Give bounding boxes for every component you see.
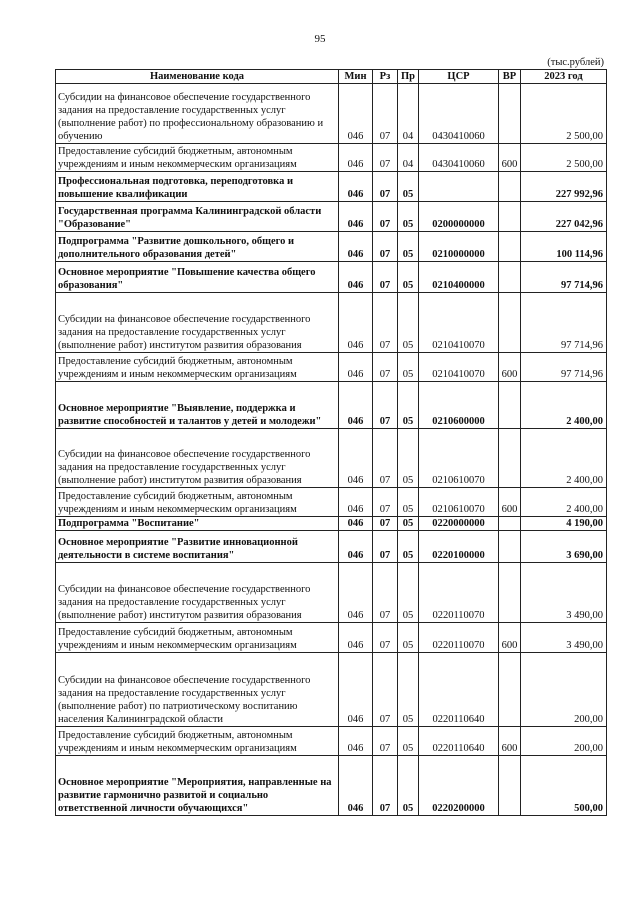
cell-vr bbox=[499, 517, 521, 531]
cell-name: Предоставление субсидий бюджетным, автономным учреждениям и иным некоммерческим организациям bbox=[56, 623, 339, 653]
cell-min: 046 bbox=[339, 488, 373, 517]
budget-table bbox=[55, 69, 607, 816]
cell-vr bbox=[499, 232, 521, 262]
cell-csr: 0220200000 bbox=[419, 756, 499, 816]
table-row bbox=[56, 293, 607, 353]
table-row bbox=[56, 653, 607, 727]
cell-min: 046 bbox=[339, 262, 373, 293]
header-csr: ЦСР bbox=[419, 70, 499, 84]
cell-name: Профессиональная подготовка, переподготовка и повышение квалификации bbox=[56, 172, 339, 202]
cell-name: Основное мероприятие "Выявление, поддержка и развитие способностей и талантов у детей и молодежи" bbox=[56, 382, 339, 429]
table-row bbox=[56, 429, 607, 488]
cell-name: Субсидии на финансовое обеспечение государственного задания на предоставление государственных услуг (выполнение работ) по патриотическому воспитанию населения Калининградской области bbox=[56, 653, 339, 727]
cell-rz: 07 bbox=[373, 727, 398, 756]
cell-min: 046 bbox=[339, 293, 373, 353]
cell-amount: 97 714,96 bbox=[521, 293, 607, 353]
cell-min: 046 bbox=[339, 144, 373, 172]
cell-rz: 07 bbox=[373, 756, 398, 816]
cell-vr bbox=[499, 84, 521, 144]
table-row bbox=[56, 488, 607, 517]
cell-amount: 200,00 bbox=[521, 727, 607, 756]
cell-pr: 04 bbox=[398, 144, 419, 172]
cell-min: 046 bbox=[339, 429, 373, 488]
cell-min: 046 bbox=[339, 756, 373, 816]
cell-pr: 05 bbox=[398, 353, 419, 382]
cell-vr: 600 bbox=[499, 488, 521, 517]
cell-rz: 07 bbox=[373, 429, 398, 488]
cell-pr: 05 bbox=[398, 653, 419, 727]
header-vr: ВР bbox=[499, 70, 521, 84]
cell-rz: 07 bbox=[373, 517, 398, 531]
cell-name: Государственная программа Калининградской области "Образование" bbox=[56, 202, 339, 232]
cell-rz: 07 bbox=[373, 232, 398, 262]
cell-pr: 05 bbox=[398, 488, 419, 517]
table-row bbox=[56, 202, 607, 232]
cell-csr: 0220110070 bbox=[419, 563, 499, 623]
cell-name: Основное мероприятие "Развитие инновационной деятельности в системе воспитания" bbox=[56, 531, 339, 563]
table-header-row bbox=[56, 70, 607, 84]
cell-rz: 07 bbox=[373, 563, 398, 623]
cell-vr: 600 bbox=[499, 623, 521, 653]
header-min: Мин bbox=[339, 70, 373, 84]
cell-csr: 0210410070 bbox=[419, 353, 499, 382]
cell-amount: 3 690,00 bbox=[521, 531, 607, 563]
cell-pr: 05 bbox=[398, 429, 419, 488]
cell-min: 046 bbox=[339, 517, 373, 531]
cell-rz: 07 bbox=[373, 144, 398, 172]
cell-rz: 07 bbox=[373, 172, 398, 202]
cell-csr: 0220110640 bbox=[419, 727, 499, 756]
cell-vr bbox=[499, 653, 521, 727]
cell-rz: 07 bbox=[373, 653, 398, 727]
cell-vr bbox=[499, 172, 521, 202]
cell-pr: 05 bbox=[398, 232, 419, 262]
cell-csr: 0430410060 bbox=[419, 84, 499, 144]
cell-name: Подпрограмма "Воспитание" bbox=[56, 517, 339, 531]
table-row bbox=[56, 563, 607, 623]
cell-amount: 227 992,96 bbox=[521, 172, 607, 202]
cell-min: 046 bbox=[339, 727, 373, 756]
cell-min: 046 bbox=[339, 382, 373, 429]
table-row bbox=[56, 517, 607, 531]
cell-csr: 0210610070 bbox=[419, 429, 499, 488]
cell-amount: 200,00 bbox=[521, 653, 607, 727]
table-row bbox=[56, 353, 607, 382]
cell-amount: 2 500,00 bbox=[521, 144, 607, 172]
table-body bbox=[56, 84, 607, 816]
cell-rz: 07 bbox=[373, 262, 398, 293]
cell-csr: 0210410070 bbox=[419, 293, 499, 353]
cell-csr: 0210400000 bbox=[419, 262, 499, 293]
cell-pr: 05 bbox=[398, 563, 419, 623]
cell-min: 046 bbox=[339, 563, 373, 623]
header-year: 2023 год bbox=[521, 70, 607, 84]
cell-name: Предоставление субсидий бюджетным, автономным учреждениям и иным некоммерческим организациям bbox=[56, 144, 339, 172]
cell-vr: 600 bbox=[499, 144, 521, 172]
page-number: 95 bbox=[314, 33, 326, 45]
cell-amount: 2 500,00 bbox=[521, 84, 607, 144]
cell-csr: 0210600000 bbox=[419, 382, 499, 429]
cell-pr: 05 bbox=[398, 727, 419, 756]
table-row bbox=[56, 623, 607, 653]
cell-pr: 04 bbox=[398, 84, 419, 144]
cell-rz: 07 bbox=[373, 488, 398, 517]
cell-vr bbox=[499, 202, 521, 232]
table-row bbox=[56, 144, 607, 172]
cell-min: 046 bbox=[339, 353, 373, 382]
cell-csr: 0200000000 bbox=[419, 202, 499, 232]
cell-vr: 600 bbox=[499, 353, 521, 382]
cell-vr bbox=[499, 262, 521, 293]
cell-csr: 0220110640 bbox=[419, 653, 499, 727]
cell-min: 046 bbox=[339, 172, 373, 202]
cell-pr: 05 bbox=[398, 756, 419, 816]
cell-name: Предоставление субсидий бюджетным, автономным учреждениям и иным некоммерческим организациям bbox=[56, 727, 339, 756]
cell-amount: 2 400,00 bbox=[521, 488, 607, 517]
cell-vr bbox=[499, 756, 521, 816]
cell-rz: 07 bbox=[373, 623, 398, 653]
cell-amount: 4 190,00 bbox=[521, 517, 607, 531]
cell-vr bbox=[499, 293, 521, 353]
cell-csr: 0220110070 bbox=[419, 623, 499, 653]
table-row bbox=[56, 727, 607, 756]
header-name: Наименование кода bbox=[56, 70, 339, 84]
cell-name: Основное мероприятие "Повышение качества общего образования" bbox=[56, 262, 339, 293]
cell-vr bbox=[499, 382, 521, 429]
cell-name: Субсидии на финансовое обеспечение государственного задания на предоставление государственных услуг (выполнение работ) институтом развития образования bbox=[56, 429, 339, 488]
cell-name: Подпрограмма "Развитие дошкольного, общего и дополнительного образования детей" bbox=[56, 232, 339, 262]
cell-name: Предоставление субсидий бюджетным, автономным учреждениям и иным некоммерческим организациям bbox=[56, 353, 339, 382]
cell-min: 046 bbox=[339, 84, 373, 144]
cell-min: 046 bbox=[339, 202, 373, 232]
cell-amount: 100 114,96 bbox=[521, 232, 607, 262]
cell-csr: 0210610070 bbox=[419, 488, 499, 517]
cell-min: 046 bbox=[339, 623, 373, 653]
cell-csr: 0220000000 bbox=[419, 517, 499, 531]
header-pr: Пр bbox=[398, 70, 419, 84]
cell-rz: 07 bbox=[373, 202, 398, 232]
cell-pr: 05 bbox=[398, 623, 419, 653]
cell-csr: 0210000000 bbox=[419, 232, 499, 262]
cell-rz: 07 bbox=[373, 84, 398, 144]
cell-rz: 07 bbox=[373, 293, 398, 353]
cell-pr: 05 bbox=[398, 382, 419, 429]
cell-amount: 227 042,96 bbox=[521, 202, 607, 232]
cell-vr bbox=[499, 563, 521, 623]
table-row bbox=[56, 232, 607, 262]
cell-csr: 0430410060 bbox=[419, 144, 499, 172]
cell-rz: 07 bbox=[373, 531, 398, 563]
cell-pr: 05 bbox=[398, 531, 419, 563]
header-rz: Рз bbox=[373, 70, 398, 84]
cell-name: Основное мероприятие "Мероприятия, направленные на развитие гармонично развитой и социально ответственной личности обучающихся" bbox=[56, 756, 339, 816]
cell-pr: 05 bbox=[398, 262, 419, 293]
cell-vr bbox=[499, 531, 521, 563]
table-row bbox=[56, 172, 607, 202]
cell-name: Субсидии на финансовое обеспечение государственного задания на предоставление государственных услуг (выполнение работ) институтом развития образования bbox=[56, 293, 339, 353]
cell-pr: 05 bbox=[398, 202, 419, 232]
table-row bbox=[56, 84, 607, 144]
cell-name: Субсидии на финансовое обеспечение государственного задания на предоставление государственных услуг (выполнение работ) институтом развития образования bbox=[56, 563, 339, 623]
cell-vr: 600 bbox=[499, 727, 521, 756]
table-row bbox=[56, 531, 607, 563]
cell-amount: 3 490,00 bbox=[521, 563, 607, 623]
cell-vr bbox=[499, 429, 521, 488]
cell-pr: 05 bbox=[398, 517, 419, 531]
cell-pr: 05 bbox=[398, 172, 419, 202]
cell-amount: 500,00 bbox=[521, 756, 607, 816]
cell-amount: 3 490,00 bbox=[521, 623, 607, 653]
cell-rz: 07 bbox=[373, 353, 398, 382]
units-label: (тыс.рублей) bbox=[547, 57, 604, 68]
cell-rz: 07 bbox=[373, 382, 398, 429]
cell-name: Предоставление субсидий бюджетным, автономным учреждениям и иным некоммерческим организациям bbox=[56, 488, 339, 517]
cell-min: 046 bbox=[339, 531, 373, 563]
table-row bbox=[56, 382, 607, 429]
cell-csr bbox=[419, 172, 499, 202]
cell-csr: 0220100000 bbox=[419, 531, 499, 563]
cell-amount: 97 714,96 bbox=[521, 262, 607, 293]
cell-min: 046 bbox=[339, 232, 373, 262]
cell-name: Субсидии на финансовое обеспечение государственного задания на предоставление государственных услуг (выполнение работ) по профессиональному образованию и обучению bbox=[56, 84, 339, 144]
cell-amount: 2 400,00 bbox=[521, 429, 607, 488]
cell-amount: 97 714,96 bbox=[521, 353, 607, 382]
table-row bbox=[56, 756, 607, 816]
cell-pr: 05 bbox=[398, 293, 419, 353]
cell-amount: 2 400,00 bbox=[521, 382, 607, 429]
table-row bbox=[56, 262, 607, 293]
cell-min: 046 bbox=[339, 653, 373, 727]
